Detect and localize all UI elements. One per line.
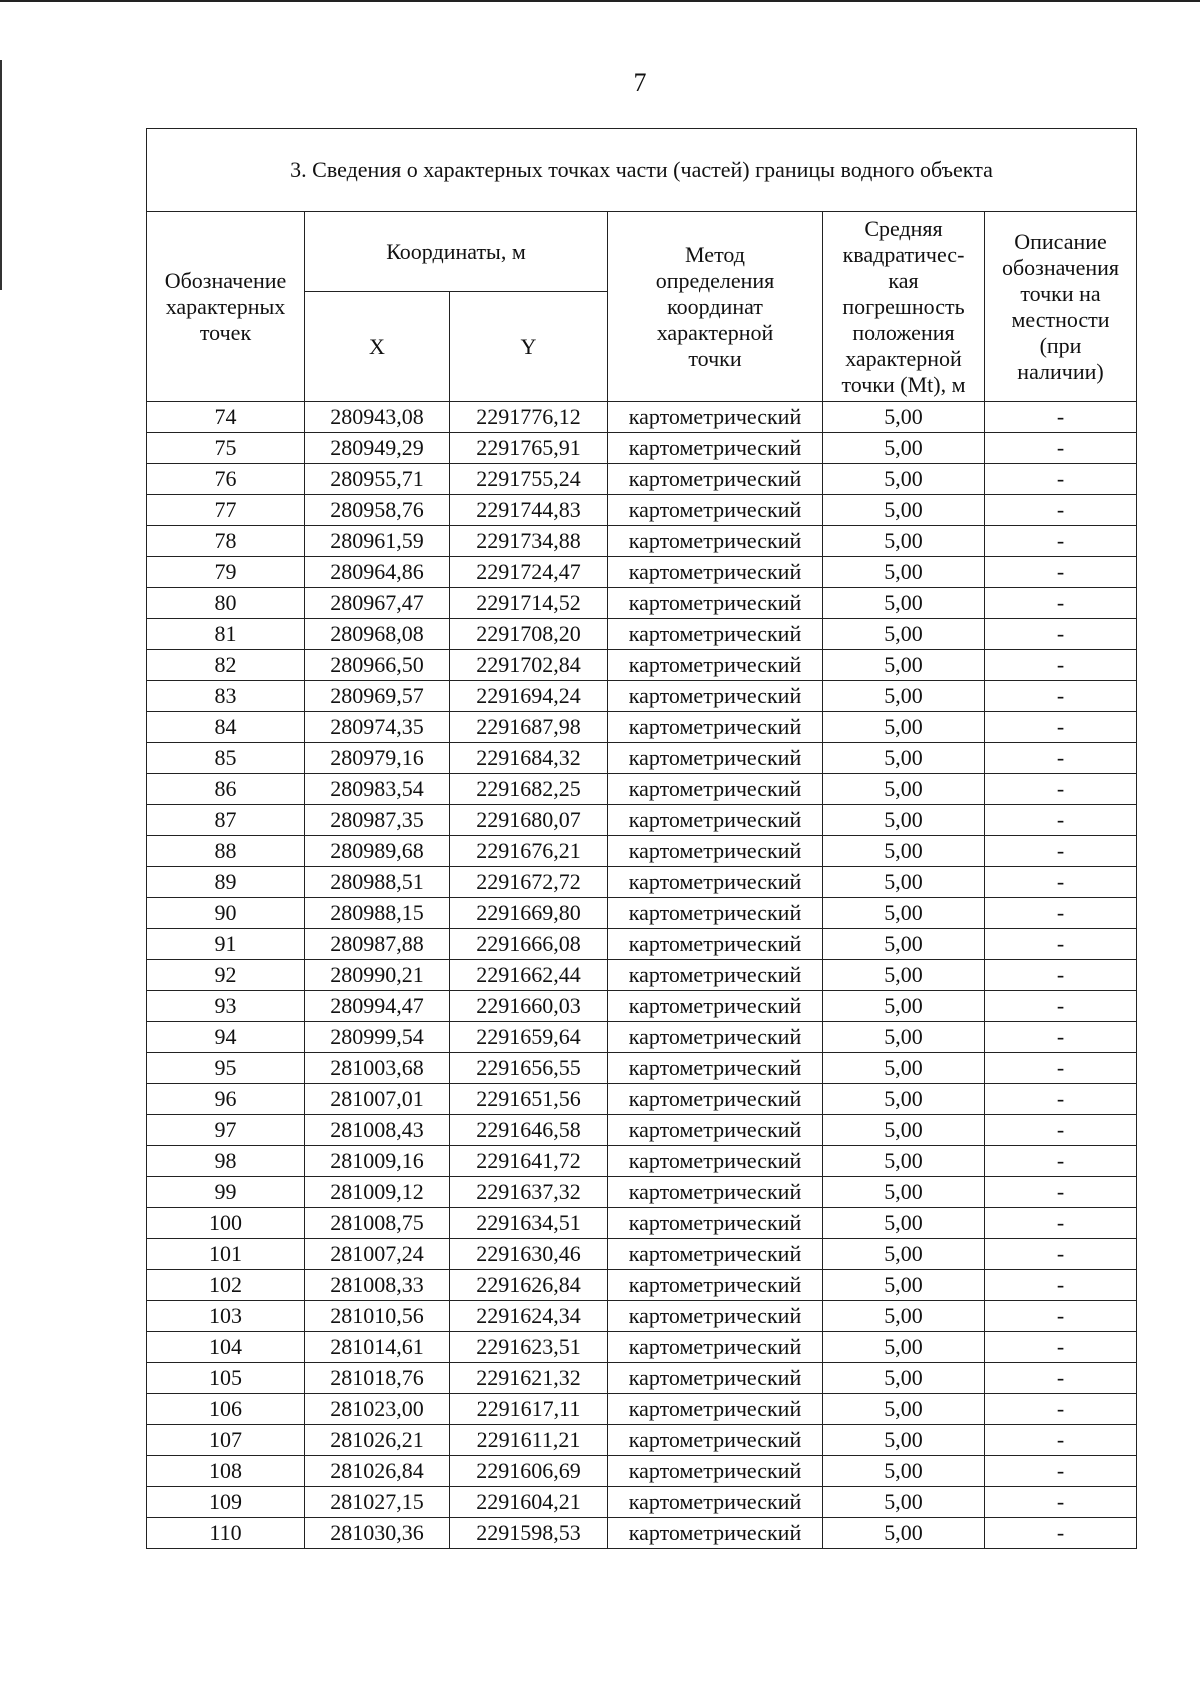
cell-description: - [985, 1022, 1137, 1053]
cell-x: 281009,12 [305, 1177, 450, 1208]
cell-accuracy: 5,00 [823, 1053, 985, 1084]
cell-y: 2291765,91 [450, 433, 608, 464]
cell-accuracy: 5,00 [823, 681, 985, 712]
cell-point-number: 90 [147, 898, 305, 929]
cell-x: 280943,08 [305, 402, 450, 433]
cell-accuracy: 5,00 [823, 1394, 985, 1425]
cell-description: - [985, 588, 1137, 619]
cell-point-number: 83 [147, 681, 305, 712]
cell-y: 2291634,51 [450, 1208, 608, 1239]
cell-accuracy: 5,00 [823, 495, 985, 526]
cell-accuracy: 5,00 [823, 836, 985, 867]
cell-y: 2291666,08 [450, 929, 608, 960]
cell-accuracy: 5,00 [823, 557, 985, 588]
cell-method: картометрический [608, 557, 823, 588]
cell-point-number: 95 [147, 1053, 305, 1084]
cell-method: картометрический [608, 867, 823, 898]
cell-point-number: 80 [147, 588, 305, 619]
cell-y: 2291630,46 [450, 1239, 608, 1270]
table-row [147, 867, 1137, 898]
cell-method: картометрический [608, 1146, 823, 1177]
cell-method: картометрический [608, 1487, 823, 1518]
table-row [147, 1456, 1137, 1487]
table-row [147, 991, 1137, 1022]
cell-x: 281030,36 [305, 1518, 450, 1549]
cell-point-number: 88 [147, 836, 305, 867]
header-designation: Обозначение характерных точек [147, 212, 305, 402]
cell-point-number: 81 [147, 619, 305, 650]
cell-method: картометрический [608, 650, 823, 681]
scan-edge-left [0, 60, 2, 290]
cell-accuracy: 5,00 [823, 464, 985, 495]
cell-y: 2291660,03 [450, 991, 608, 1022]
cell-y: 2291617,11 [450, 1394, 608, 1425]
cell-point-number: 99 [147, 1177, 305, 1208]
cell-method: картометрический [608, 495, 823, 526]
cell-x: 280987,35 [305, 805, 450, 836]
cell-method: картометрический [608, 898, 823, 929]
cell-y: 2291656,55 [450, 1053, 608, 1084]
cell-point-number: 96 [147, 1084, 305, 1115]
cell-x: 280969,57 [305, 681, 450, 712]
table-row [147, 929, 1137, 960]
cell-method: картометрический [608, 588, 823, 619]
header-description: Описание обозначения точки на местности (при наличии) [985, 212, 1137, 402]
cell-x: 280966,50 [305, 650, 450, 681]
cell-description: - [985, 1146, 1137, 1177]
header-coordinates: Координаты, м [305, 212, 608, 292]
cell-point-number: 75 [147, 433, 305, 464]
cell-accuracy: 5,00 [823, 1208, 985, 1239]
table-row [147, 526, 1137, 557]
cell-method: картометрический [608, 1084, 823, 1115]
boundary-points-table [146, 128, 1137, 1549]
cell-point-number: 86 [147, 774, 305, 805]
cell-y: 2291606,69 [450, 1456, 608, 1487]
cell-x: 280989,68 [305, 836, 450, 867]
table-row [147, 619, 1137, 650]
cell-x: 281008,75 [305, 1208, 450, 1239]
cell-method: картометрический [608, 712, 823, 743]
table-row [147, 1177, 1137, 1208]
cell-accuracy: 5,00 [823, 1270, 985, 1301]
cell-point-number: 105 [147, 1363, 305, 1394]
header-method: Метод определения координат характерной точки [608, 212, 823, 402]
cell-x: 280949,29 [305, 433, 450, 464]
cell-method: картометрический [608, 991, 823, 1022]
cell-accuracy: 5,00 [823, 1363, 985, 1394]
cell-y: 2291734,88 [450, 526, 608, 557]
table-row [147, 557, 1137, 588]
cell-method: картометрический [608, 929, 823, 960]
cell-point-number: 93 [147, 991, 305, 1022]
cell-method: картометрический [608, 1177, 823, 1208]
cell-point-number: 108 [147, 1456, 305, 1487]
cell-accuracy: 5,00 [823, 1301, 985, 1332]
cell-method: картометрический [608, 1022, 823, 1053]
cell-accuracy: 5,00 [823, 1022, 985, 1053]
cell-x: 280988,51 [305, 867, 450, 898]
cell-description: - [985, 898, 1137, 929]
cell-description: - [985, 619, 1137, 650]
table-row [147, 805, 1137, 836]
cell-method: картометрический [608, 1301, 823, 1332]
cell-point-number: 104 [147, 1332, 305, 1363]
cell-description: - [985, 836, 1137, 867]
cell-point-number: 79 [147, 557, 305, 588]
cell-description: - [985, 495, 1137, 526]
cell-accuracy: 5,00 [823, 991, 985, 1022]
cell-point-number: 101 [147, 1239, 305, 1270]
table-body [147, 402, 1137, 1549]
cell-y: 2291641,72 [450, 1146, 608, 1177]
table-row [147, 836, 1137, 867]
cell-x: 280994,47 [305, 991, 450, 1022]
cell-y: 2291724,47 [450, 557, 608, 588]
table-row [147, 464, 1137, 495]
cell-description: - [985, 1177, 1137, 1208]
cell-method: картометрический [608, 1115, 823, 1146]
cell-description: - [985, 743, 1137, 774]
cell-x: 280961,59 [305, 526, 450, 557]
cell-description: - [985, 557, 1137, 588]
table-row [147, 1053, 1137, 1084]
cell-method: картометрический [608, 1425, 823, 1456]
cell-accuracy: 5,00 [823, 1084, 985, 1115]
cell-method: картометрический [608, 1363, 823, 1394]
cell-x: 281027,15 [305, 1487, 450, 1518]
cell-y: 2291714,52 [450, 588, 608, 619]
cell-accuracy: 5,00 [823, 526, 985, 557]
cell-y: 2291702,84 [450, 650, 608, 681]
cell-method: картометрический [608, 402, 823, 433]
cell-method: картометрический [608, 960, 823, 991]
cell-x: 281014,61 [305, 1332, 450, 1363]
cell-accuracy: 5,00 [823, 774, 985, 805]
cell-y: 2291621,32 [450, 1363, 608, 1394]
cell-description: - [985, 1394, 1137, 1425]
cell-description: - [985, 650, 1137, 681]
cell-accuracy: 5,00 [823, 1332, 985, 1363]
cell-description: - [985, 464, 1137, 495]
cell-description: - [985, 712, 1137, 743]
cell-y: 2291651,56 [450, 1084, 608, 1115]
cell-point-number: 98 [147, 1146, 305, 1177]
cell-point-number: 76 [147, 464, 305, 495]
cell-x: 280955,71 [305, 464, 450, 495]
cell-point-number: 102 [147, 1270, 305, 1301]
cell-method: картометрический [608, 1518, 823, 1549]
cell-method: картометрический [608, 1208, 823, 1239]
cell-y: 2291598,53 [450, 1518, 608, 1549]
cell-x: 280987,88 [305, 929, 450, 960]
cell-x: 280967,47 [305, 588, 450, 619]
cell-y: 2291662,44 [450, 960, 608, 991]
table-row [147, 960, 1137, 991]
cell-accuracy: 5,00 [823, 805, 985, 836]
table-row [147, 1487, 1137, 1518]
table-row [147, 650, 1137, 681]
cell-accuracy: 5,00 [823, 867, 985, 898]
table-row [147, 1363, 1137, 1394]
cell-description: - [985, 526, 1137, 557]
cell-description: - [985, 1363, 1137, 1394]
cell-point-number: 106 [147, 1394, 305, 1425]
table-row [147, 898, 1137, 929]
cell-method: картометрический [608, 1394, 823, 1425]
cell-accuracy: 5,00 [823, 1115, 985, 1146]
cell-point-number: 78 [147, 526, 305, 557]
table-row [147, 588, 1137, 619]
cell-description: - [985, 1270, 1137, 1301]
cell-accuracy: 5,00 [823, 650, 985, 681]
header-accuracy: Средняя квадратичес- кая погрешность положения характерной точки (Mt), м [823, 212, 985, 402]
table-row [147, 1115, 1137, 1146]
table-row [147, 1022, 1137, 1053]
cell-point-number: 107 [147, 1425, 305, 1456]
cell-method: картометрический [608, 1270, 823, 1301]
cell-x: 280974,35 [305, 712, 450, 743]
cell-method: картометрический [608, 1456, 823, 1487]
table-row [147, 1208, 1137, 1239]
table-row [147, 774, 1137, 805]
cell-accuracy: 5,00 [823, 1177, 985, 1208]
cell-description: - [985, 402, 1137, 433]
cell-description: - [985, 960, 1137, 991]
cell-description: - [985, 1487, 1137, 1518]
cell-description: - [985, 1053, 1137, 1084]
cell-y: 2291708,20 [450, 619, 608, 650]
cell-point-number: 97 [147, 1115, 305, 1146]
cell-x: 281007,01 [305, 1084, 450, 1115]
cell-method: картометрический [608, 774, 823, 805]
table-row [147, 743, 1137, 774]
table-row [147, 1270, 1137, 1301]
cell-description: - [985, 991, 1137, 1022]
cell-y: 2291680,07 [450, 805, 608, 836]
cell-point-number: 92 [147, 960, 305, 991]
cell-description: - [985, 1425, 1137, 1456]
cell-description: - [985, 867, 1137, 898]
cell-accuracy: 5,00 [823, 433, 985, 464]
cell-y: 2291604,21 [450, 1487, 608, 1518]
table-row [147, 1394, 1137, 1425]
cell-x: 281018,76 [305, 1363, 450, 1394]
cell-y: 2291684,32 [450, 743, 608, 774]
cell-method: картометрический [608, 619, 823, 650]
cell-point-number: 87 [147, 805, 305, 836]
cell-x: 281009,16 [305, 1146, 450, 1177]
table-row [147, 1332, 1137, 1363]
cell-accuracy: 5,00 [823, 402, 985, 433]
cell-description: - [985, 1456, 1137, 1487]
cell-y: 2291646,58 [450, 1115, 608, 1146]
cell-method: картометрический [608, 433, 823, 464]
cell-description: - [985, 681, 1137, 712]
cell-point-number: 110 [147, 1518, 305, 1549]
cell-x: 280999,54 [305, 1022, 450, 1053]
cell-method: картометрический [608, 681, 823, 712]
cell-y: 2291623,51 [450, 1332, 608, 1363]
cell-y: 2291755,24 [450, 464, 608, 495]
cell-y: 2291744,83 [450, 495, 608, 526]
cell-method: картометрический [608, 743, 823, 774]
cell-y: 2291682,25 [450, 774, 608, 805]
cell-y: 2291676,21 [450, 836, 608, 867]
cell-accuracy: 5,00 [823, 712, 985, 743]
cell-x: 281023,00 [305, 1394, 450, 1425]
cell-accuracy: 5,00 [823, 619, 985, 650]
cell-description: - [985, 1084, 1137, 1115]
cell-point-number: 84 [147, 712, 305, 743]
cell-accuracy: 5,00 [823, 743, 985, 774]
cell-x: 280964,86 [305, 557, 450, 588]
cell-method: картометрический [608, 1053, 823, 1084]
cell-y: 2291624,34 [450, 1301, 608, 1332]
table-row [147, 1239, 1137, 1270]
cell-accuracy: 5,00 [823, 1146, 985, 1177]
cell-description: - [985, 433, 1137, 464]
cell-x: 280983,54 [305, 774, 450, 805]
cell-point-number: 85 [147, 743, 305, 774]
cell-y: 2291694,24 [450, 681, 608, 712]
cell-accuracy: 5,00 [823, 929, 985, 960]
cell-x: 280968,08 [305, 619, 450, 650]
cell-accuracy: 5,00 [823, 1518, 985, 1549]
cell-description: - [985, 1301, 1137, 1332]
table-row [147, 1518, 1137, 1549]
table-row [147, 712, 1137, 743]
cell-x: 280988,15 [305, 898, 450, 929]
cell-point-number: 109 [147, 1487, 305, 1518]
cell-accuracy: 5,00 [823, 960, 985, 991]
cell-description: - [985, 1239, 1137, 1270]
cell-accuracy: 5,00 [823, 1487, 985, 1518]
page-number: 7 [633, 68, 647, 97]
cell-x: 280958,76 [305, 495, 450, 526]
cell-method: картометрический [608, 1239, 823, 1270]
cell-description: - [985, 805, 1137, 836]
cell-method: картометрический [608, 464, 823, 495]
cell-accuracy: 5,00 [823, 1425, 985, 1456]
cell-x: 281010,56 [305, 1301, 450, 1332]
cell-y: 2291626,84 [450, 1270, 608, 1301]
cell-y: 2291659,64 [450, 1022, 608, 1053]
cell-y: 2291687,98 [450, 712, 608, 743]
cell-accuracy: 5,00 [823, 1239, 985, 1270]
table-row [147, 402, 1137, 433]
header-y: Y [450, 292, 608, 402]
cell-y: 2291611,21 [450, 1425, 608, 1456]
table-row [147, 681, 1137, 712]
table-row [147, 1146, 1137, 1177]
cell-method: картометрический [608, 805, 823, 836]
cell-description: - [985, 1332, 1137, 1363]
cell-description: - [985, 1115, 1137, 1146]
cell-x: 280990,21 [305, 960, 450, 991]
cell-description: - [985, 1518, 1137, 1549]
cell-y: 2291672,72 [450, 867, 608, 898]
cell-description: - [985, 929, 1137, 960]
table-row [147, 1084, 1137, 1115]
cell-x: 281008,33 [305, 1270, 450, 1301]
cell-y: 2291776,12 [450, 402, 608, 433]
cell-accuracy: 5,00 [823, 588, 985, 619]
cell-method: картометрический [608, 1332, 823, 1363]
cell-x: 281003,68 [305, 1053, 450, 1084]
cell-point-number: 89 [147, 867, 305, 898]
cell-point-number: 82 [147, 650, 305, 681]
cell-accuracy: 5,00 [823, 1456, 985, 1487]
table-row [147, 495, 1137, 526]
cell-point-number: 94 [147, 1022, 305, 1053]
cell-y: 2291637,32 [450, 1177, 608, 1208]
table-title: 3. Сведения о характерных точках части (частей) границы водного объекта [147, 129, 1137, 212]
scan-edge-top [0, 0, 1200, 2]
cell-point-number: 100 [147, 1208, 305, 1239]
header-x: X [305, 292, 450, 402]
cell-method: картометрический [608, 836, 823, 867]
cell-point-number: 91 [147, 929, 305, 960]
cell-point-number: 77 [147, 495, 305, 526]
cell-x: 281008,43 [305, 1115, 450, 1146]
table-row [147, 1301, 1137, 1332]
cell-point-number: 74 [147, 402, 305, 433]
cell-x: 281007,24 [305, 1239, 450, 1270]
cell-x: 281026,21 [305, 1425, 450, 1456]
cell-accuracy: 5,00 [823, 898, 985, 929]
table-row [147, 1425, 1137, 1456]
cell-description: - [985, 1208, 1137, 1239]
cell-x: 281026,84 [305, 1456, 450, 1487]
table-row [147, 433, 1137, 464]
cell-y: 2291669,80 [450, 898, 608, 929]
cell-x: 280979,16 [305, 743, 450, 774]
cell-description: - [985, 774, 1137, 805]
cell-method: картометрический [608, 526, 823, 557]
cell-point-number: 103 [147, 1301, 305, 1332]
